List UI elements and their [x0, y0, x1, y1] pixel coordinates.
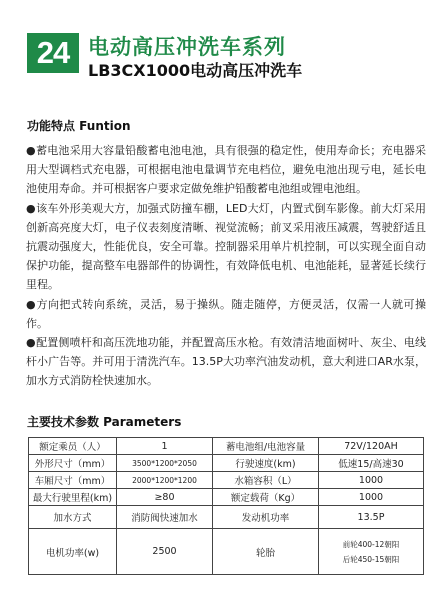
param-value: 3500*1200*2050 — [117, 455, 213, 472]
features-list — [26, 141, 426, 391]
param-value: 1000 — [319, 489, 424, 506]
param-value: 消防阀快速加水 — [117, 506, 213, 529]
param-label: 水箱容积（L） — [213, 472, 319, 489]
param-label: 加水方式 — [29, 506, 117, 529]
bullet-icon: ● — [26, 144, 36, 157]
product-title: LB3CX1000电动高压冲洗车 — [88, 61, 303, 80]
param-label: 外形尺寸（mm） — [29, 455, 117, 472]
param-value: 72V/120AH — [319, 438, 424, 455]
front-tyre-value: 前轮400-12朝阳 — [342, 539, 400, 549]
param-label: 电机功率(w) — [29, 529, 117, 575]
feature-item-battery: ●蓄电池采用大容量铅酸蓄电池电池，具有很强的稳定性，使用寿命长；充电器采用大型调档式充电器，可根据电池电量调节充电档位，避免电池出现亏电，延长电池使用寿命。并可根据客户要求定做免维护铅酸蓄电池组或锂电池组。 — [26, 141, 426, 199]
param-label: 额定载荷（Kg） — [213, 489, 319, 506]
tyre-spec — [319, 529, 424, 575]
parameters-heading: 主要技术参数 Parameters — [27, 415, 182, 429]
features-heading: 功能特点 Funtion — [27, 119, 131, 133]
bullet-icon: ● — [26, 336, 36, 350]
table-row — [29, 489, 424, 506]
param-label: 轮胎 — [213, 529, 319, 575]
param-label: 车厢尺寸（mm） — [29, 472, 117, 489]
section-number-badge: 24 — [27, 33, 79, 73]
table-row — [29, 529, 424, 575]
param-label: 最大行驶里程(km) — [29, 489, 117, 506]
feature-item-steering: ●方向把式转向系统，灵活，易于操纵。随走随停，方便灵活，仅需一人就可操作。 — [26, 295, 426, 333]
feature-item-washing: ●配置侧喷杆和高压洗地功能，并配置高压水枪。有效清洁地面树叶、灰尘、电线杆小广告等。并可用于清洗汽车。13.5P大功率汽油发动机，意大利进口AR水泵，加水方式消防栓快速加水。 — [26, 333, 426, 391]
param-value: 1 — [117, 438, 213, 455]
param-value: 1000 — [319, 472, 424, 489]
series-title: 电动高压冲洗车系列 — [88, 35, 286, 59]
table-row — [29, 506, 424, 529]
param-value: 2000*1200*1200 — [117, 472, 213, 489]
feature-item-exterior: ●该车外形美观大方，加强式防撞车棚，LED大灯，内置式倒车影像。前大灯采用创新高亮度大灯，电子仪表刻度清晰、视觉流畅；前叉采用液压减震，驾驶舒适且抗震动强度大，性能优良，安全可靠。控制器采用单片机控制，可以实现全面自动保护功能，提高整车电器部件的协调性，有效降低电机、电池能耗，显著延长续行里程。 — [26, 199, 426, 295]
param-value: 低速15/高速30 — [319, 455, 424, 472]
table-row — [29, 455, 424, 472]
table-row — [29, 438, 424, 455]
param-label: 额定乘员（人） — [29, 438, 117, 455]
rear-tyre-value: 后轮450-15朝阳 — [342, 554, 400, 564]
parameters-table — [28, 437, 424, 575]
param-value: 2500 — [117, 529, 213, 575]
param-label: 行驶速度(km) — [213, 455, 319, 472]
param-value: 13.5P — [319, 506, 424, 529]
param-label: 发动机功率 — [213, 506, 319, 529]
table-row — [29, 472, 424, 489]
bullet-icon: ● — [26, 201, 36, 215]
param-value: ≥80 — [117, 489, 213, 506]
param-label: 蓄电池组/电池容量 — [213, 438, 319, 455]
bullet-icon: ● — [26, 297, 36, 311]
